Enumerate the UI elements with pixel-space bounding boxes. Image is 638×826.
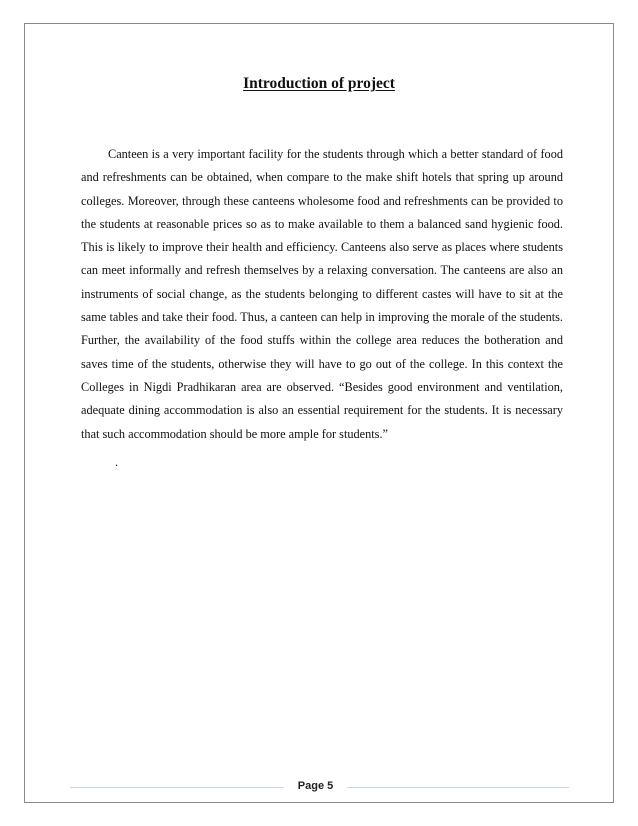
trailing-mark: . — [115, 455, 119, 469]
footer-rule-left — [70, 787, 284, 788]
body-paragraph: Canteen is a very important facility for the students through which a better standard of food and refreshments can be obtained, when compare to the make shift hotels that spring up around colleges. Moreover, through these canteens wholesome food and refreshments can be provided to the students at reasonable prices so as to make available to them a balanced sand hygienic food. This is likely to improve their health and efficiency. Canteens also serve as places where students can meet informally and refresh themselves by a relaxing conversation. The canteens are also an instruments of social change, as the students belonging to different castes will have to sit at the same tables and take their food. Thus, a canteen can help in improving the morale of the students. Further, the availability of the food stuffs within the college area reduces the botheration and saves time of the students, otherwise they will have to go out of the college. In this context the Colleges in Nigdi Pradhikaran area are observed. “Besides good environment and ventilation, adequate dining accommodation is also an essential requirement for the students. It is necessary that such accommodation should be more ample for students.” — [81, 147, 563, 441]
footer-rule-right — [347, 787, 569, 788]
page-number: Page 5 — [297, 780, 334, 792]
page-title: Introduction of project — [243, 75, 395, 92]
